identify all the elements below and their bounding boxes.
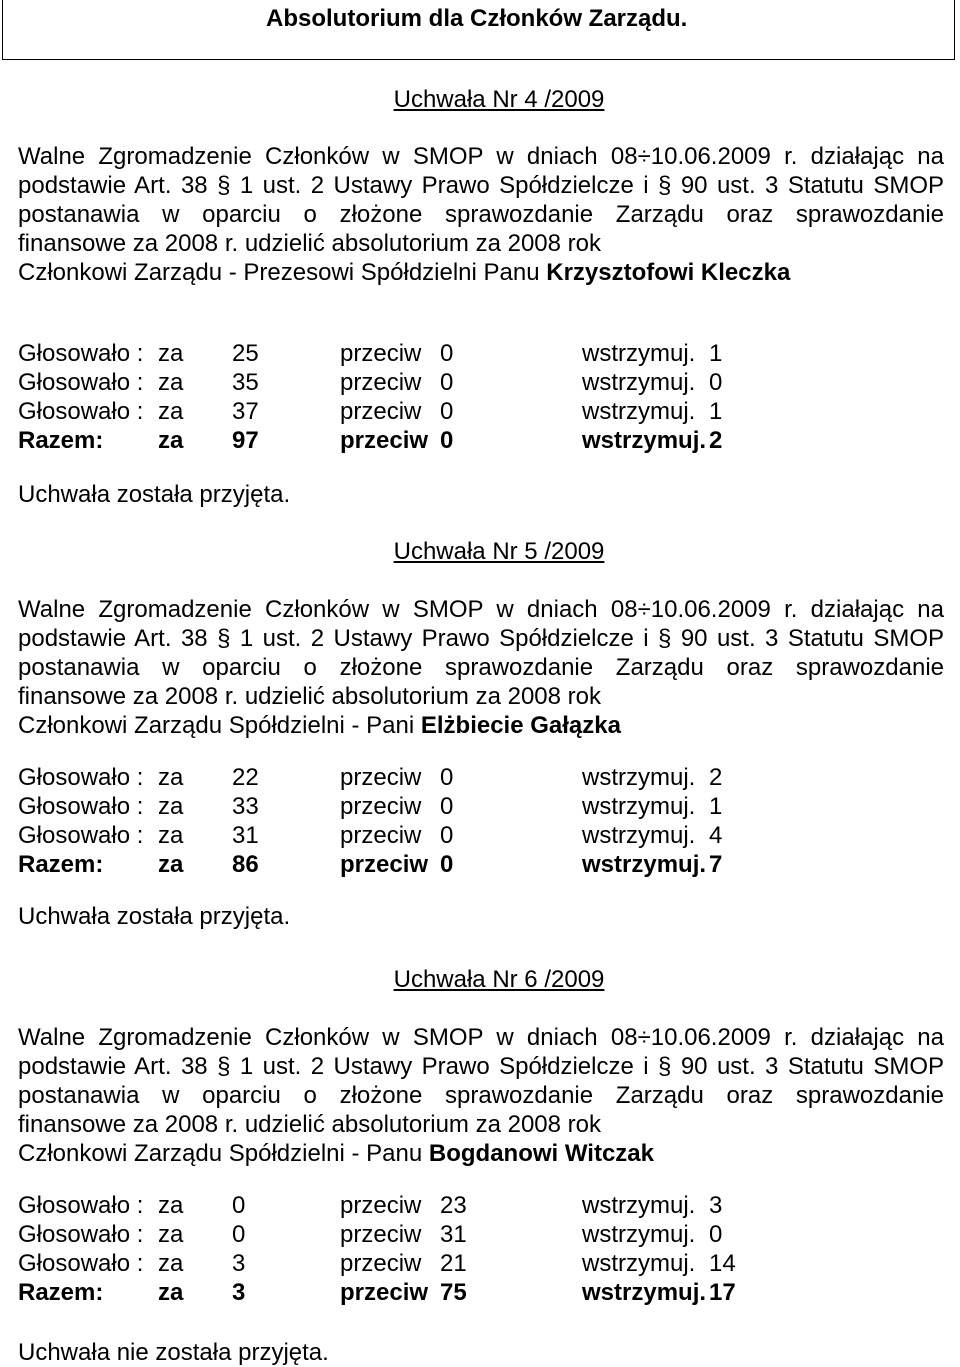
przeciw-label: przeciw [340,822,422,849]
header-box [2,0,955,60]
przeciw-label: przeciw [340,764,422,791]
wstrzymuj-label: wstrzymuj. [582,793,696,820]
przeciw-value: 21 [440,1250,467,1277]
recipient-prefix: Członkowi Zarządu - Prezesowi Spółdzielni Panu [18,259,547,286]
za-label: za [158,793,184,820]
za-value: 22 [232,764,259,791]
vote-row [18,339,722,368]
przeciw-value: 0 [440,340,454,367]
wstrzymuj-label: wstrzymuj. [582,851,707,878]
wstrzymuj-label: wstrzymuj. [582,427,707,454]
za-value: 0 [232,1192,246,1219]
wstrzymuj-label: wstrzymuj. [582,1250,696,1277]
za-value: 35 [232,369,259,396]
wstrzymuj-value: 2 [709,427,723,454]
body-line: Walne Zgromadzenie Członków w SMOP w dniach 08÷10.06.2009 r. działając na [18,1024,944,1051]
vote-row [18,1220,736,1249]
za-label: za [158,398,184,425]
vote-label: Głosowało : [18,369,144,396]
votes-table [18,339,722,455]
recipient [18,711,944,740]
wstrzymuj-value: 0 [709,1221,723,1248]
wstrzymuj-value: 2 [709,764,723,791]
resolution-title: Uchwała Nr 4 /2009 [393,86,605,113]
resolution-result: Uchwała nie została przyjęta. [18,1339,329,1366]
body-line: finansowe za 2008 r. udzielić absolutorium za 2008 rok [18,683,602,710]
body-line: podstawie Art. 38 § 1 ust. 2 Ustawy Prawo Spółdzielcze i § 90 ust. 3 Statutu SMOP [18,172,944,199]
wstrzymuj-value: 0 [709,369,723,396]
przeciw-label: przeciw [340,369,422,396]
resolution-title: Uchwała Nr 5 /2009 [393,538,605,565]
wstrzymuj-value: 1 [709,793,723,820]
votes-table [18,1191,736,1307]
wstrzymuj-value: 17 [709,1279,736,1306]
przeciw-label: przeciw [340,398,422,425]
total-label: Razem: [18,427,104,454]
vote-row [18,397,722,426]
za-value: 31 [232,822,259,849]
przeciw-label: przeciw [340,1279,429,1306]
wstrzymuj-value: 3 [709,1192,723,1219]
page-title: Absolutorium dla Członków Zarządu. [266,5,688,32]
wstrzymuj-label: wstrzymuj. [582,1221,696,1248]
za-label: za [158,851,184,878]
wstrzymuj-label: wstrzymuj. [582,1279,707,1306]
recipient-name: Elżbiecie Gałązka [420,712,621,739]
przeciw-label: przeciw [340,793,422,820]
za-label: za [158,764,184,791]
przeciw-label: przeciw [340,851,429,878]
body-line: postanawia w oparciu o złożone sprawozdanie Zarządu oraz sprawozdanie [18,654,944,681]
resolution-title: Uchwała Nr 6 /2009 [393,966,605,993]
vote-row [18,1191,736,1220]
przeciw-label: przeciw [340,1221,422,1248]
resolution-5 [18,537,944,931]
vote-label: Głosowało : [18,1250,144,1277]
za-label: za [158,1192,184,1219]
recipient-prefix: Członkowi Zarządu Spółdzielni - Pani [18,712,421,739]
za-value: 33 [232,793,259,820]
recipient-name: Krzysztofowi Kleczka [546,259,791,286]
przeciw-label: przeciw [340,340,422,367]
wstrzymuj-label: wstrzymuj. [582,398,696,425]
resolution-body [18,142,944,258]
za-label: za [158,1221,184,1248]
vote-row [18,821,722,850]
total-label: Razem: [18,851,104,878]
za-value: 97 [232,427,259,454]
przeciw-value: 0 [440,851,454,878]
vote-total-row [18,850,722,879]
body-line: podstawie Art. 38 § 1 ust. 2 Ustawy Prawo Spółdzielcze i § 90 ust. 3 Statutu SMOP [18,625,944,652]
vote-label: Głosowało : [18,398,144,425]
przeciw-label: przeciw [340,1192,422,1219]
body-line: Walne Zgromadzenie Członków w SMOP w dniach 08÷10.06.2009 r. działając na [18,143,944,170]
za-label: za [158,369,184,396]
wstrzymuj-value: 1 [709,398,723,425]
za-value: 25 [232,340,259,367]
vote-label: Głosowało : [18,793,144,820]
wstrzymuj-label: wstrzymuj. [582,340,696,367]
body-line: podstawie Art. 38 § 1 ust. 2 Ustawy Prawo Spółdzielcze i § 90 ust. 3 Statutu SMOP [18,1053,944,1080]
przeciw-value: 0 [440,764,454,791]
za-value: 0 [232,1221,246,1248]
za-label: za [158,822,184,849]
wstrzymuj-label: wstrzymuj. [582,369,696,396]
body-line: Walne Zgromadzenie Członków w SMOP w dniach 08÷10.06.2009 r. działając na [18,596,944,623]
przeciw-value: 23 [440,1192,467,1219]
vote-label: Głosowało : [18,764,144,791]
vote-label: Głosowało : [18,1192,144,1219]
za-label: za [158,1279,184,1306]
za-label: za [158,340,184,367]
vote-total-row [18,426,722,455]
przeciw-value: 0 [440,793,454,820]
total-label: Razem: [18,1279,104,1306]
przeciw-value: 0 [440,427,454,454]
recipient-prefix: Członkowi Zarządu Spółdzielni - Panu [18,1140,429,1167]
wstrzymuj-value: 1 [709,340,723,367]
wstrzymuj-value: 7 [709,851,723,878]
vote-label: Głosowało : [18,1221,144,1248]
body-line: postanawia w oparciu o złożone sprawozdanie Zarządu oraz sprawozdanie [18,1082,944,1109]
resolution-result: Uchwała została przyjęta. [18,481,291,508]
za-value: 37 [232,398,259,425]
recipient [18,258,944,287]
resolution-result: Uchwała została przyjęta. [18,903,291,930]
vote-row [18,368,722,397]
wstrzymuj-label: wstrzymuj. [582,822,696,849]
przeciw-value: 31 [440,1221,467,1248]
recipient-name: Bogdanowi Witczak [428,1140,655,1167]
vote-label: Głosowało : [18,340,144,367]
za-value: 86 [232,851,259,878]
recipient [18,1139,944,1168]
za-label: za [158,1250,184,1277]
przeciw-label: przeciw [340,427,429,454]
wstrzymuj-value: 4 [709,822,723,849]
vote-total-row [18,1278,736,1307]
resolution-body [18,1023,944,1139]
body-line: finansowe za 2008 r. udzielić absolutorium za 2008 rok [18,230,602,257]
wstrzymuj-value: 14 [709,1250,736,1277]
przeciw-value: 0 [440,822,454,849]
body-line: postanawia w oparciu o złożone sprawozdanie Zarządu oraz sprawozdanie [18,201,944,228]
vote-row [18,763,722,792]
resolution-4 [18,85,944,509]
za-label: za [158,427,184,454]
przeciw-value: 0 [440,398,454,425]
wstrzymuj-label: wstrzymuj. [582,1192,696,1219]
przeciw-value: 75 [440,1279,467,1306]
wstrzymuj-label: wstrzymuj. [582,764,696,791]
przeciw-label: przeciw [340,1250,422,1277]
vote-row [18,792,722,821]
votes-table [18,763,722,879]
vote-row [18,1249,736,1278]
vote-label: Głosowało : [18,822,144,849]
resolution-body [18,595,944,711]
za-value: 3 [232,1279,246,1306]
za-value: 3 [232,1250,246,1277]
resolution-6 [18,965,944,1367]
body-line: finansowe za 2008 r. udzielić absolutorium za 2008 rok [18,1111,602,1138]
przeciw-value: 0 [440,369,454,396]
